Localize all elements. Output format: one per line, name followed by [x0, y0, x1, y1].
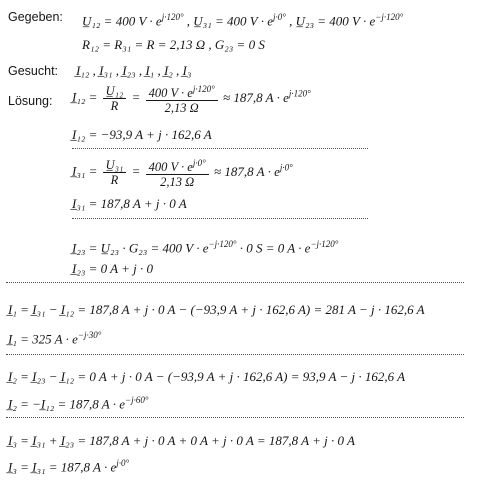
i12-fraction-symbolic	[103, 84, 127, 113]
i12-cartesian: I̲₁₂ = −93,9 A + j · 162,6 A	[72, 127, 212, 142]
given-label: Gegeben:	[8, 10, 63, 24]
i12-frac1-numerator: U̲₁₂	[103, 84, 127, 99]
i3-polar: I̲₃ = I̲₃₁ = 187,8 $A \cdot e^{j\cdot 0^\circ}$	[8, 458, 130, 475]
i31-frac2-numerator: 400 $V \cdot e^{j\cdot 0^\circ}$	[146, 156, 209, 175]
i31-lhs: I̲₃₁ =	[72, 163, 98, 179]
dotted-separator	[6, 282, 464, 283]
i1-derivation: I̲₁ = I̲₃₁ − I̲₁₂ = 187,8 A + j · 0 A − (−93,9 A + j · 162,6 A) = 281 A − j · 162,6 A	[8, 302, 425, 317]
i1-polar: I̲₁ = 325 $A \cdot e^{-j\cdot 30^\circ}$	[8, 330, 102, 347]
given-voltages: U̲₁₂ = 400 $V \cdot e^{j\cdot 120^\circ}$ , U̲₃₁ = 400 $V \cdot e^{j\cdot 0^\circ}$ , U̲₂₃ = 400 $V \cdot e^{-j\cdot 120^\circ}$	[82, 12, 404, 29]
i2-derivation: I̲₂ = I̲₂₃ − I̲₁₂ = 0 A + j · 0 A − (−93,9 A + j · 162,6 A) = 93,9 A − j · 162,6 A	[8, 369, 406, 384]
i31-frac2-denominator: 2,13 Ω	[160, 175, 195, 190]
i23-cartesian: I̲₂₃ = 0 A + j · 0	[72, 261, 153, 276]
equals-sign: =	[131, 163, 141, 179]
i31-result: ≈ 187,8 $A \cdot e^{j\cdot 0^\circ}$	[213, 162, 293, 179]
i31-frac1-denominator: R	[110, 173, 119, 188]
i31-fraction-numeric	[146, 156, 209, 189]
equals-sign: =	[131, 89, 141, 105]
dotted-separator	[6, 417, 464, 418]
sought-items: I̲₁₂ , I̲₃₁ , I̲₂₃ , I̲₁ , I̲₂ , I̲₃	[76, 63, 192, 78]
i12-frac2-denominator: 2,13 Ω	[164, 101, 199, 116]
i12-derivation	[72, 82, 311, 115]
dotted-separator	[72, 218, 368, 219]
i12-frac2-numerator: 400 $V \cdot e^{j\cdot 120^\circ}$	[146, 82, 218, 101]
given-resistances: R₁₂ = R₃₁ = R = 2,13 Ω , G₂₃ = 0 S	[82, 37, 265, 52]
dotted-separator	[72, 148, 368, 149]
i12-result: ≈ 187,8 $A \cdot e^{j\cdot 120^\circ}$	[222, 88, 311, 105]
solution-label: Lösung:	[8, 94, 53, 108]
i12-fraction-numeric	[146, 82, 218, 115]
i31-cartesian: I̲₃₁ = 187,8 A + j · 0 A	[72, 196, 187, 211]
i2-polar: I̲₂ = −I̲₁₂ = 187,8 $A \cdot e^{-j\cdot 60^\circ}$	[8, 395, 149, 412]
i31-frac1-numerator: U̲₃₁	[103, 158, 127, 173]
i12-lhs: I̲₁₂ =	[72, 89, 98, 105]
i31-derivation	[72, 156, 293, 189]
dotted-separator	[6, 354, 464, 355]
i23-derivation: I̲₂₃ = U̲₂₃ · G₂₃ = 400 $V \cdot e^{-j\cdot 120^\circ} \cdot 0$ S = 0 $A \cdot e^{-j\cdot 120^\circ}$	[72, 239, 339, 256]
i31-fraction-symbolic	[103, 158, 127, 187]
sought-label: Gesucht:	[8, 64, 59, 78]
i12-frac1-denominator: R	[110, 99, 119, 114]
i3-derivation: I̲₃ = I̲₃₁ + I̲₂₃ = 187,8 A + j · 0 A + 0 A + j · 0 A = 187,8 A + j · 0 A	[8, 433, 355, 448]
